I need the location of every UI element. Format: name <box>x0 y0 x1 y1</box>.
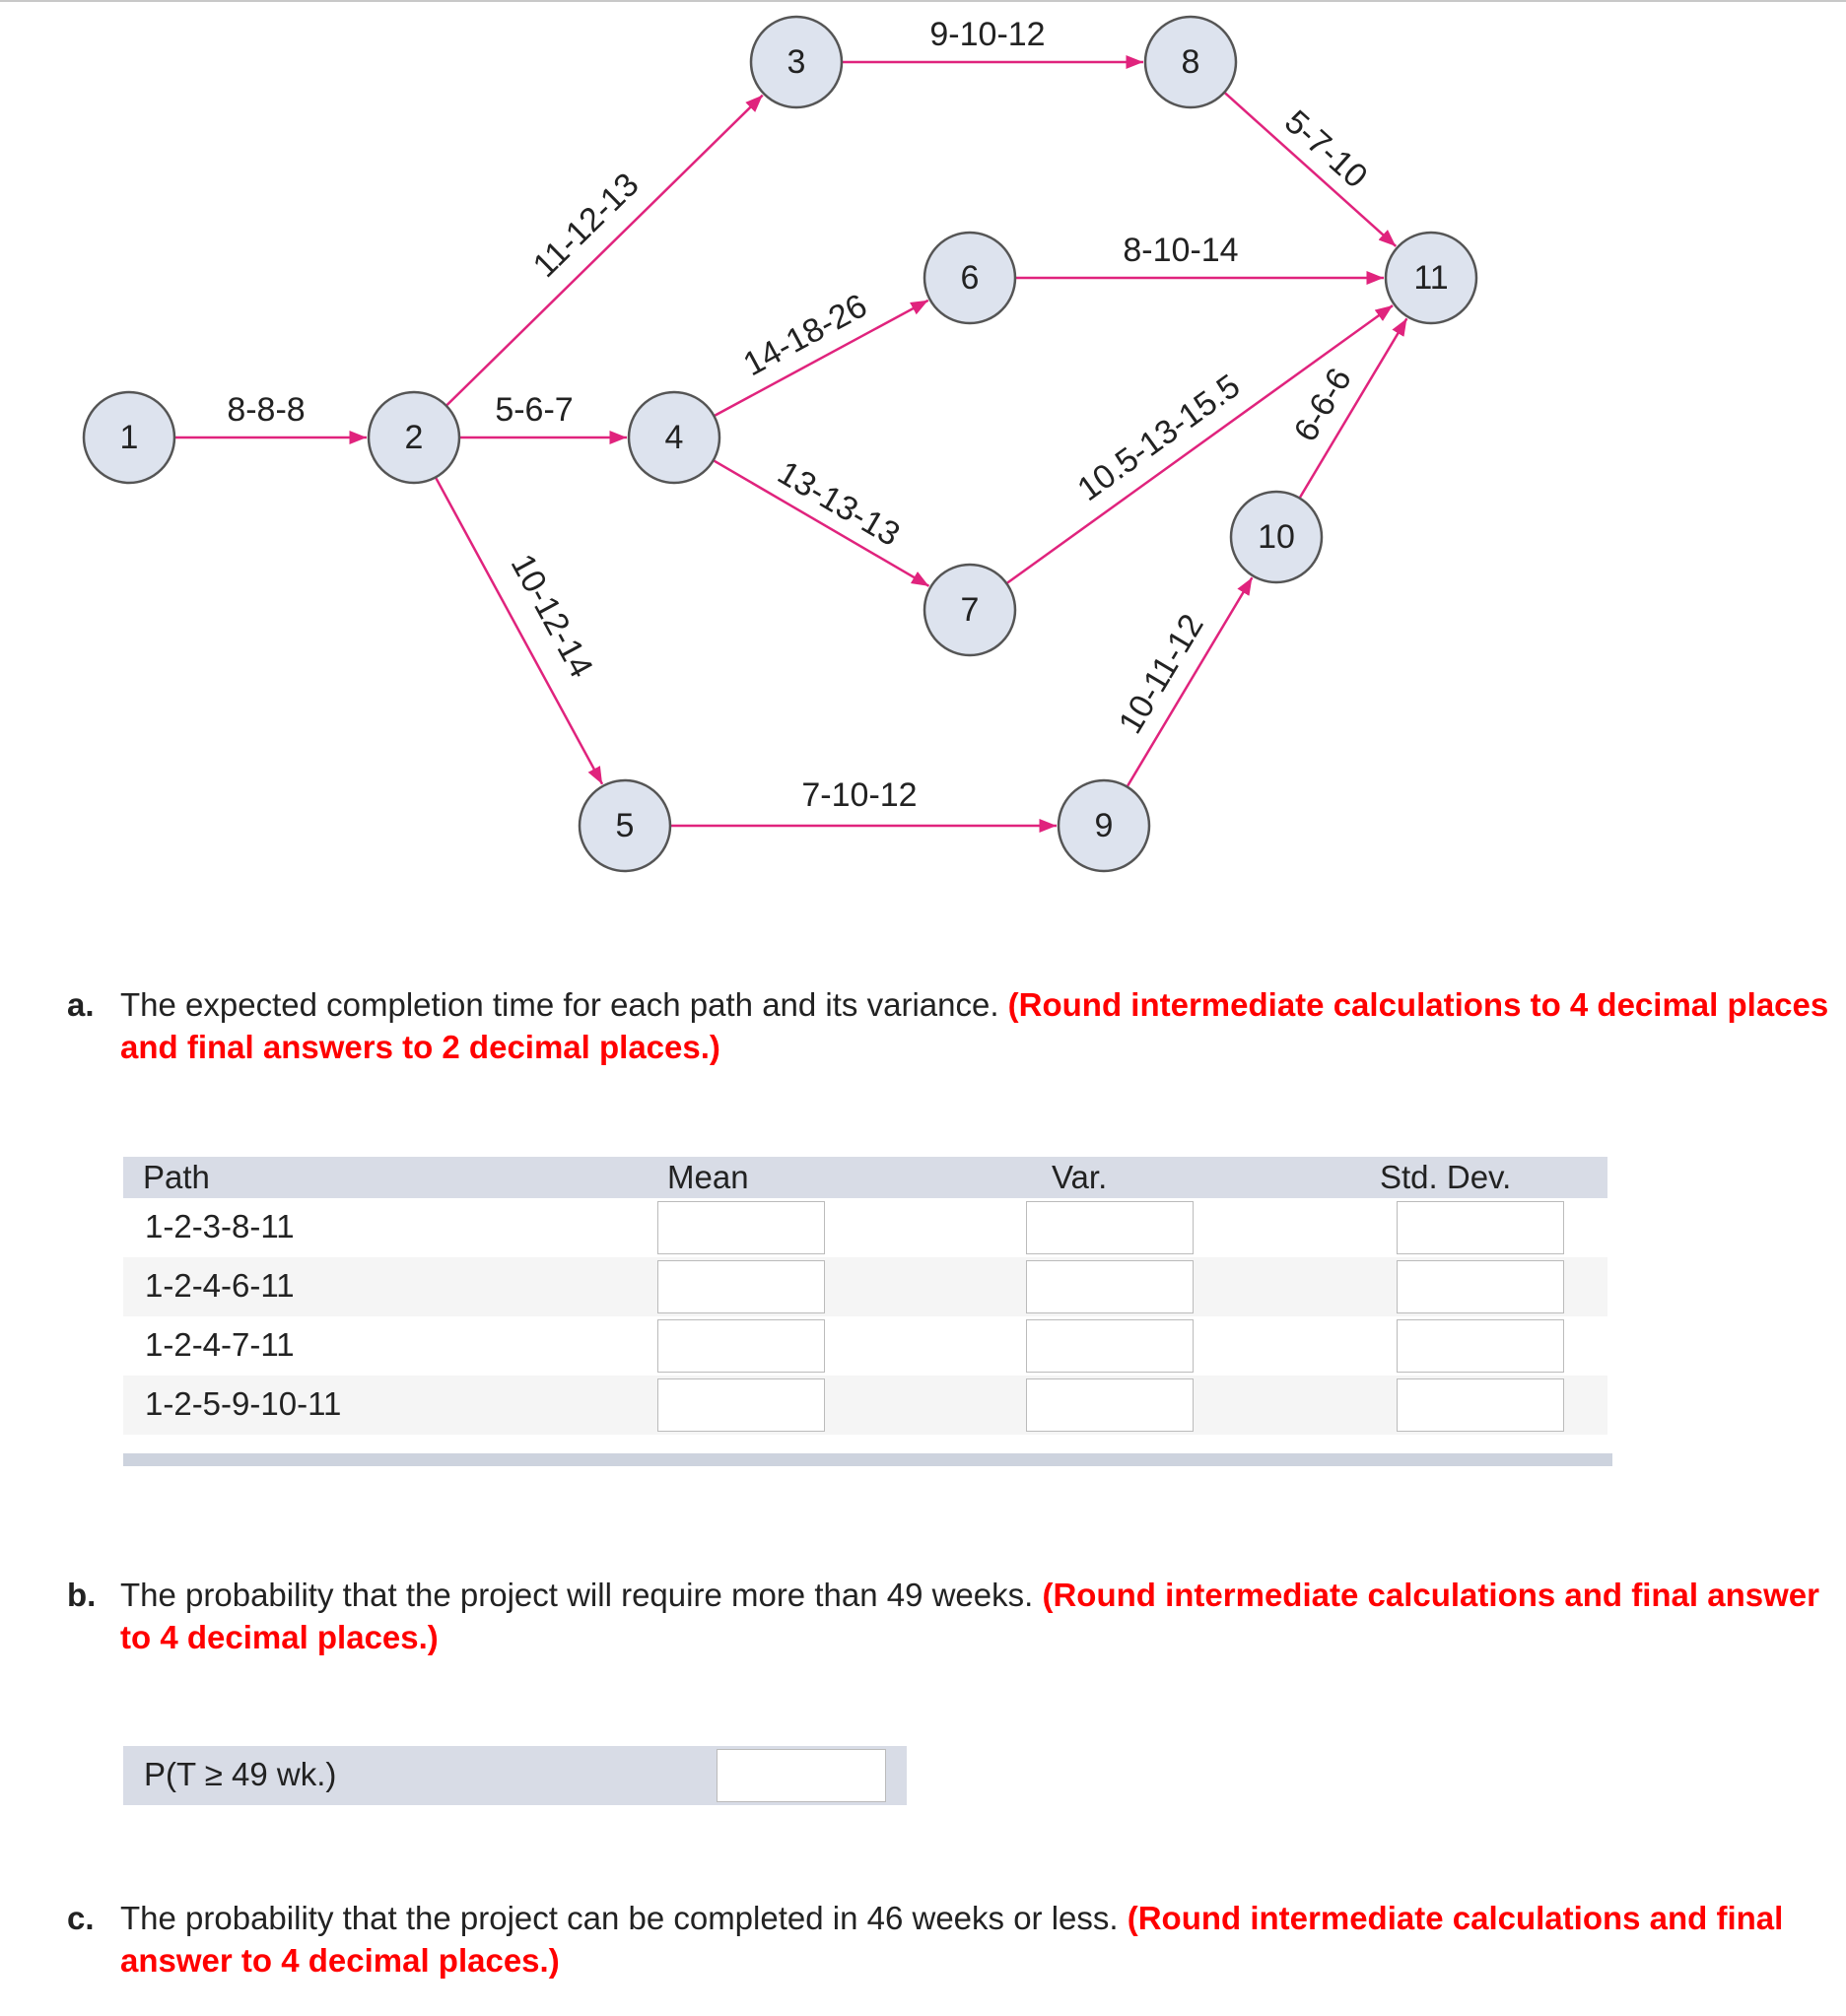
header-var: Var. <box>1052 1159 1108 1195</box>
edge-2-3 <box>446 96 763 406</box>
path-cell: 1-2-4-6-11 <box>145 1267 295 1304</box>
var-input[interactable] <box>1026 1260 1194 1313</box>
edge-time-label: 9-10-12 <box>929 15 1046 53</box>
node-label: 4 <box>664 418 684 456</box>
question-c-instruction: (Round intermediate calculations and final answer to 4 decimal places.) <box>120 1900 1784 1979</box>
question-a-text: The expected completion time for each path and its variance. <box>120 986 1008 1023</box>
question-a <box>67 983 1831 1068</box>
edge-time-label: 10-12-14 <box>503 548 600 684</box>
table-row <box>123 1376 1607 1435</box>
node-label: 11 <box>1413 258 1449 297</box>
probability-row <box>123 1746 907 1805</box>
node-9 <box>1059 780 1149 871</box>
header-mean: Mean <box>667 1159 749 1195</box>
edge-time-label: 14-18-26 <box>737 287 873 384</box>
node-label: 7 <box>960 590 980 629</box>
edge-time-label: 8-8-8 <box>227 390 306 429</box>
node-4 <box>629 392 719 483</box>
question-b <box>67 1574 1831 1658</box>
header-std-dev: Std. Dev. <box>1380 1159 1512 1195</box>
std-dev-input[interactable] <box>1397 1319 1564 1373</box>
project-network-diagram <box>0 0 1846 887</box>
question-c-label: c. <box>67 1900 95 1936</box>
table-footer-bar <box>123 1453 1612 1466</box>
probability-label: P(T ≥ 49 wk.) <box>144 1756 337 1792</box>
path-cell: 1-2-4-7-11 <box>145 1326 295 1363</box>
mean-input[interactable] <box>657 1319 825 1373</box>
table-header <box>123 1157 1607 1198</box>
question-b-text: The probability that the project will require more than 49 weeks. <box>120 1577 1043 1613</box>
node-11 <box>1386 233 1476 323</box>
question-a-label: a. <box>67 986 95 1023</box>
question-c-text: The probability that the project can be completed in 46 weeks or less. <box>120 1900 1128 1936</box>
node-2 <box>369 392 459 483</box>
edge-time-label: 10.5-13-15.5 <box>1070 367 1248 509</box>
node-5 <box>580 780 670 871</box>
mean-input[interactable] <box>657 1378 825 1432</box>
question-b-instruction: (Round intermediate calculations and final answer to 4 decimal places.) <box>120 1577 1819 1655</box>
edge-time-label: 5-7-10 <box>1277 102 1375 196</box>
std-dev-input[interactable] <box>1397 1201 1564 1254</box>
edge-time-label: 5-6-7 <box>495 390 574 429</box>
node-label: 3 <box>786 42 806 81</box>
node-label: 10 <box>1258 517 1295 556</box>
question-a-instruction: (Round intermediate calculations to 4 decimal places and final answers to 2 decimal places.) <box>120 986 1829 1065</box>
path-table <box>123 1157 1607 1435</box>
var-input[interactable] <box>1026 1319 1194 1373</box>
node-label: 5 <box>615 806 635 844</box>
node-3 <box>751 17 842 107</box>
node-label: 6 <box>960 258 980 297</box>
node-label: 2 <box>404 418 424 456</box>
probability-input[interactable] <box>717 1749 886 1802</box>
question-b-label: b. <box>67 1577 97 1613</box>
node-10 <box>1231 492 1322 582</box>
edge-time-label: 13-13-13 <box>771 453 907 554</box>
path-cell: 1-2-5-9-10-11 <box>145 1385 342 1422</box>
path-cell: 1-2-3-8-11 <box>145 1208 295 1244</box>
std-dev-input[interactable] <box>1397 1260 1564 1313</box>
edge-time-label: 6-6-6 <box>1286 362 1359 448</box>
mean-input[interactable] <box>657 1260 825 1313</box>
var-input[interactable] <box>1026 1201 1194 1254</box>
edge-time-label: 10-11-12 <box>1111 607 1211 741</box>
header-path: Path <box>143 1159 210 1195</box>
edge-7-11 <box>1006 305 1393 583</box>
mean-input[interactable] <box>657 1201 825 1254</box>
node-6 <box>924 233 1015 323</box>
edge-time-label: 11-12-13 <box>525 166 647 285</box>
var-input[interactable] <box>1026 1378 1194 1432</box>
std-dev-input[interactable] <box>1397 1378 1564 1432</box>
node-label: 9 <box>1094 806 1114 844</box>
node-1 <box>84 392 174 483</box>
edge-time-label: 8-10-14 <box>1123 231 1239 269</box>
node-7 <box>924 565 1015 655</box>
edge-time-label: 7-10-12 <box>801 775 918 814</box>
table-row <box>123 1257 1607 1316</box>
node-label: 1 <box>119 418 139 456</box>
table-row <box>123 1316 1607 1376</box>
probability-row-end <box>888 1746 907 1805</box>
table-row <box>123 1198 1607 1257</box>
node-8 <box>1145 17 1236 107</box>
node-label: 8 <box>1181 42 1200 81</box>
question-c <box>67 1897 1831 1982</box>
